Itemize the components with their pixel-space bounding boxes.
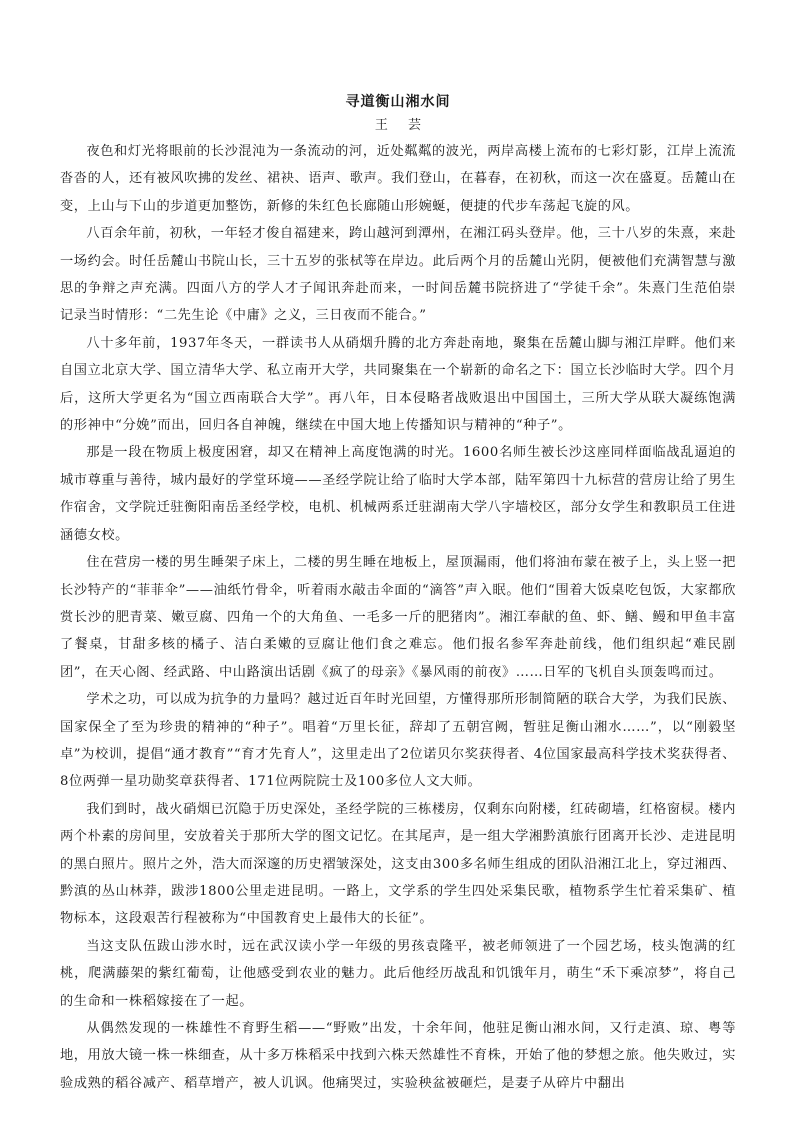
article-author: 王 芸 (374, 118, 430, 133)
paragraph-2: 八百余年前，初秋，一年轻才俊自福建来，跨山越河到潭州，在湘江码头登岸。他，三十八岁的朱熹，来赴一场约会。时任岳麓山书院山长，三十五岁的张栻等在岸边。此后两个月的岳麓山光阴，便被他们充满智慧与激思的争辩之声充满。四面八方的学人才子闻讯奔赴而来，一时间岳麓书院挤进了“学徒千余”。朱熹门生范伯崇记录当时情形：“二先生论《中庸》之义，三日夜而不能合。” (60, 226, 736, 324)
paragraph-7: 我们到时，战火硝烟已沉隐于历史深处，圣经学院的三栋楼房，仅剩东向附楼，红砖砌墙，红格窗棂。楼内两个朴素的房间里，安放着关于那所大学的图文记忆。在其尾声，是一组大学湘黔滇旅行团离开长沙、走进昆明的黑白照片。照片之外，浩大而深邃的历史褶皱深处，这支由300多名师生组成的团队沿湘江北上，穿过湘西、黔滇的丛山林莽，跋涉1800公里走进昆明。一路上，文学系的学生四处采集民歌，植物系学生忙着采集矿、植物标本，这段艰苦行程被称为“中国教育史上最伟大的长征”。 (60, 801, 736, 927)
paragraph-9: 从偶然发现的一株雄性不育野生稻——“野败”出发，十余年间，他驻足衡山湘水间，又行走滇、琼、粤等地，用放大镜一株一株细查，从十多万株稻采中找到六株天然雄性不育株，开始了他的梦想之旅。他失败过，实验成熟的稻谷减产、稻草增产，被人讥讽。他痛哭过，实验秧盆被砸烂，是妻子从碎片中翻出 (60, 1021, 736, 1091)
article-title: 寻道衡山湘水间 (345, 94, 451, 110)
article-body (60, 138, 736, 1097)
paragraph-6: 学术之功，可以成为抗争的力量吗？越过近百年时光回望，方懂得那所形制简陋的联合大学，为我们民族、国家保全了至为珍贵的精神的“种子”。唱着“万里长征，辞却了五朝宫阙，暂驻足衡山湘水……”，以“刚毅坚卓”为校训，提倡“通才教育”“育才先育人”，这里走出了2位诺贝尔奖获得者、4位国家最高科学技术奖获得者、8位两弹一星功勋奖章获得者、171位两院院士及100多位人文大师。 (60, 692, 736, 790)
paragraph-5: 住在营房一楼的男生睡架子床上，二楼的男生睡在地板上，屋顶漏雨，他们将油布蒙在被子上，头上竖一把长沙特产的“菲菲伞”——油纸竹骨伞，听着雨水敲击伞面的“滴答”声入眠。他们“围着大饭桌吃包饭，大家都欣赏长沙的肥青菜、嫩豆腐、四角一个的大角鱼、一毛多一斤的肥猪肉”。湘江奉献的鱼、虾、鳝、鳗和甲鱼丰富了餐桌，甘甜多核的橘子、洁白柔嫩的豆腐让他们食之难忘。他们报名参军奔赴前线，他们组织起“难民剧团”，在天心阁、经武路、中山路演出话剧《疯了的母亲》《暴风雨的前夜》……日军的飞机自头顶轰鸣而过。 (60, 555, 736, 680)
paragraph-4: 那是一段在物质上极度困窘，却又在精神上高度饱满的时光。1600名师生被长沙这座同样面临战乱逼迫的城市尊重与善待，城内最好的学堂环境——圣经学院让给了临时大学本部，陆军第四十九标营的营房让给了男生作宿舍，文学院迁驻衡阳南岳圣经学校，电机、机械两系迁驻湖南大学八字墙校区，部分女学生和教职员工住进涵德女校。 (60, 445, 736, 543)
paragraph-1: 夜色和灯光将眼前的长沙混沌为一条流动的河，近处粼粼的波光，两岸高楼上流布的七彩灯影，江岸上流流沓沓的人，还有被风吹拂的发丝、裙袂、语声、歌声。我们登山，在暮春，在初秋，而这一次在盛夏。岳麓山在变，上山与下山的步道更加整饬，新修的朱红色长廊随山形婉蜒，便捷的代步车荡起飞旋的风。 (60, 144, 736, 214)
paragraph-8: 当这支队伍跋山涉水时，远在武汉读小学一年级的男孩袁隆平，被老师领进了一个园艺场，枝头饱满的红桃，爬满藤架的紫红葡萄，让他感受到农业的魅力。此后他经历战乱和饥饿年月，萌生“禾下乘凉梦”，将自己的生命和一株稻嫁接在了一起。 (60, 938, 736, 1009)
document-page (60, 92, 736, 1097)
paragraph-3: 八十多年前，1937年冬天，一群读书人从硝烟升腾的北方奔赴南地，聚集在岳麓山脚与湘江岸畔。他们来自国立北京大学、国立清华大学、私立南开大学，共同聚集在一个崭新的命名之下：国立长沙临时大学。四个月后，这所大学更名为“国立西南联合大学”。再八年，日本侵略者战败退出中国国土，三所大学从联大凝练饱满的形神中“分娩”而出，回归各自神魄，继续在中国大地上传播知识与精神的“种子”。 (60, 335, 736, 434)
